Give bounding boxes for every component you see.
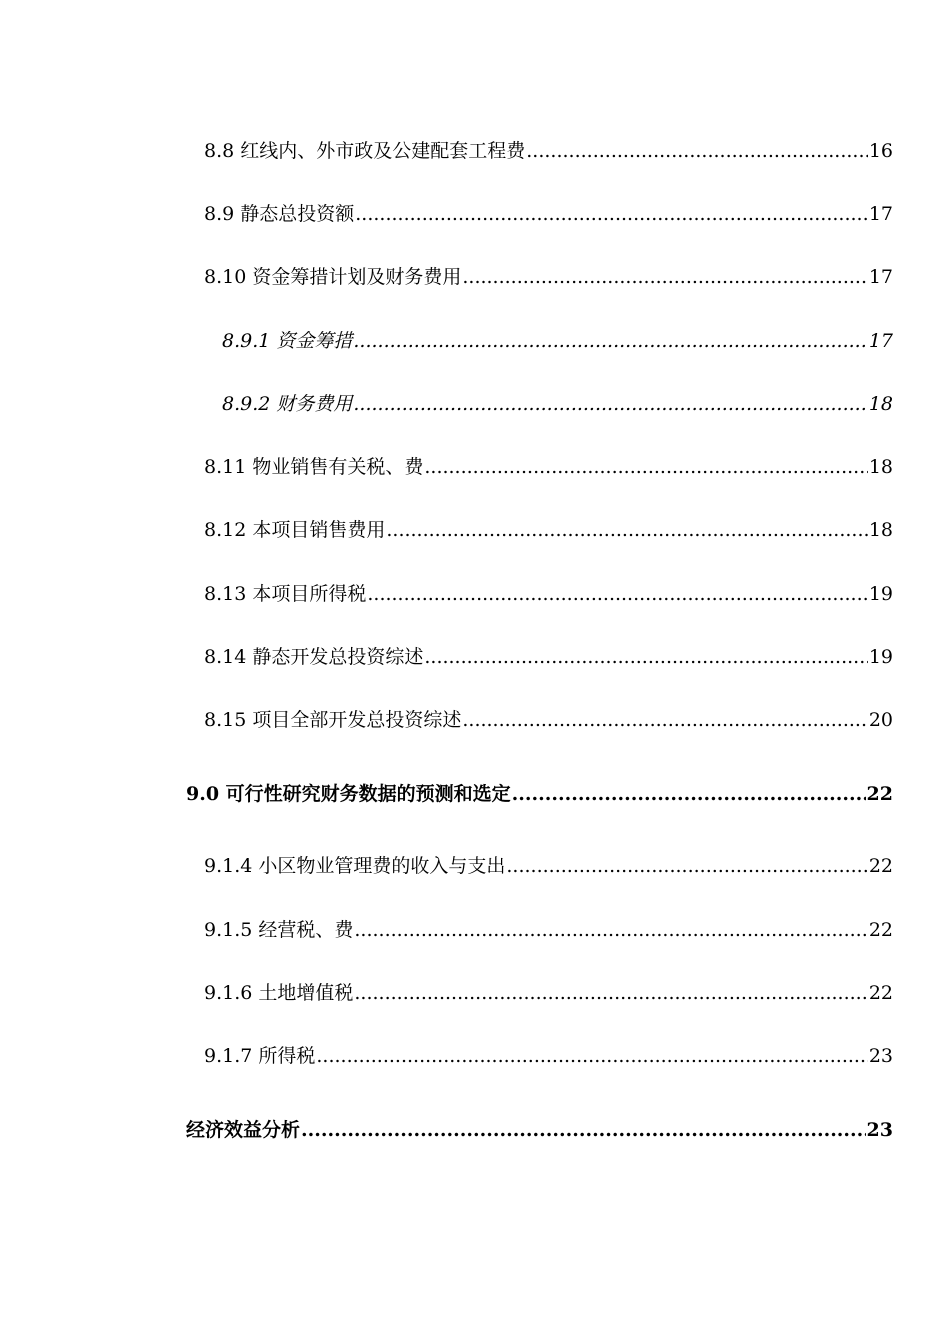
- toc-entry[interactable]: [186, 781, 893, 807]
- toc-entry-page: 22: [868, 919, 893, 941]
- toc-entry-page: 18: [868, 393, 893, 415]
- toc-entry-title: 8.9 静态总投资额: [204, 203, 355, 225]
- toc-leader-dots: [354, 917, 867, 943]
- toc-entry-page: 18: [868, 456, 893, 478]
- toc-entry-title: 8.10 资金筹措计划及财务费用: [204, 266, 462, 288]
- toc-leader-dots: [424, 454, 867, 480]
- toc-leader-dots: [355, 201, 868, 227]
- toc-entry-page: 22: [868, 982, 893, 1004]
- toc-leader-dots: [367, 581, 867, 607]
- toc-entry-page: 18: [868, 519, 893, 541]
- toc-leader-dots: [301, 1117, 866, 1143]
- toc-leader-dots: [462, 264, 867, 290]
- toc-entry-title: 9.0 可行性研究财务数据的预测和选定: [186, 783, 511, 805]
- toc-entry-title: 9.1.7 所得税: [204, 1045, 316, 1067]
- toc-entry[interactable]: [204, 138, 893, 164]
- toc-entry-page: 17: [868, 330, 893, 352]
- toc-entry-title: 8.8 红线内、外市政及公建配套工程费: [204, 140, 526, 162]
- toc-entry-title: 9.1.6 土地增值税: [204, 982, 354, 1004]
- toc-entry-title: 8.15 项目全部开发总投资综述: [204, 709, 462, 731]
- toc-entry-page: 16: [868, 140, 893, 162]
- toc-entry-page: 22: [868, 855, 893, 877]
- toc-entry[interactable]: [204, 917, 893, 943]
- toc-entry-page: 20: [868, 709, 893, 731]
- toc-leader-dots: [462, 707, 867, 733]
- toc-entry[interactable]: [204, 707, 893, 733]
- toc-entry-page: 17: [868, 266, 893, 288]
- toc-entry[interactable]: [204, 853, 893, 879]
- toc-leader-dots: [354, 980, 867, 1006]
- toc-entry-title: 经济效益分析: [186, 1119, 301, 1141]
- toc-entry-page: 17: [868, 203, 893, 225]
- toc-entry-page: 19: [868, 583, 893, 605]
- toc-entry-title: 9.1.5 经营税、费: [204, 919, 354, 941]
- toc-entry[interactable]: [186, 1117, 893, 1143]
- toc-entry[interactable]: [204, 201, 893, 227]
- toc-leader-dots: [424, 644, 867, 670]
- toc-leader-dots: [353, 328, 867, 354]
- toc-entry[interactable]: [222, 328, 893, 354]
- toc-leader-dots: [506, 853, 867, 879]
- toc-entry-title: 8.12 本项目销售费用: [204, 519, 386, 541]
- toc-entry-title: 8.11 物业销售有关税、费: [204, 456, 424, 478]
- toc-entry[interactable]: [222, 391, 893, 417]
- toc-entry[interactable]: [204, 454, 893, 480]
- toc-leader-dots: [353, 391, 867, 417]
- toc-leader-dots: [316, 1043, 867, 1069]
- toc-entry[interactable]: [204, 644, 893, 670]
- toc-entry-page: 23: [866, 1119, 893, 1141]
- toc-entry-title: 8.14 静态开发总投资综述: [204, 646, 424, 668]
- toc-entry[interactable]: [204, 980, 893, 1006]
- toc-leader-dots: [512, 781, 866, 807]
- toc-entry-page: 19: [868, 646, 893, 668]
- toc-leader-dots: [526, 138, 868, 164]
- toc-entry-page: 22: [866, 783, 893, 805]
- toc-entry[interactable]: [204, 517, 893, 543]
- toc-entry-title: 8.9.2 财务费用: [222, 393, 353, 415]
- toc-entry[interactable]: [204, 1043, 893, 1069]
- toc-leader-dots: [386, 517, 867, 543]
- toc-entry[interactable]: [204, 581, 893, 607]
- toc-entry[interactable]: [204, 264, 893, 290]
- toc-entry-title: 9.1.4 小区物业管理费的收入与支出: [204, 855, 506, 877]
- toc-entry-title: 8.13 本项目所得税: [204, 583, 367, 605]
- toc-entry-page: 23: [868, 1045, 893, 1067]
- toc-entry-title: 8.9.1 资金筹措: [222, 330, 353, 352]
